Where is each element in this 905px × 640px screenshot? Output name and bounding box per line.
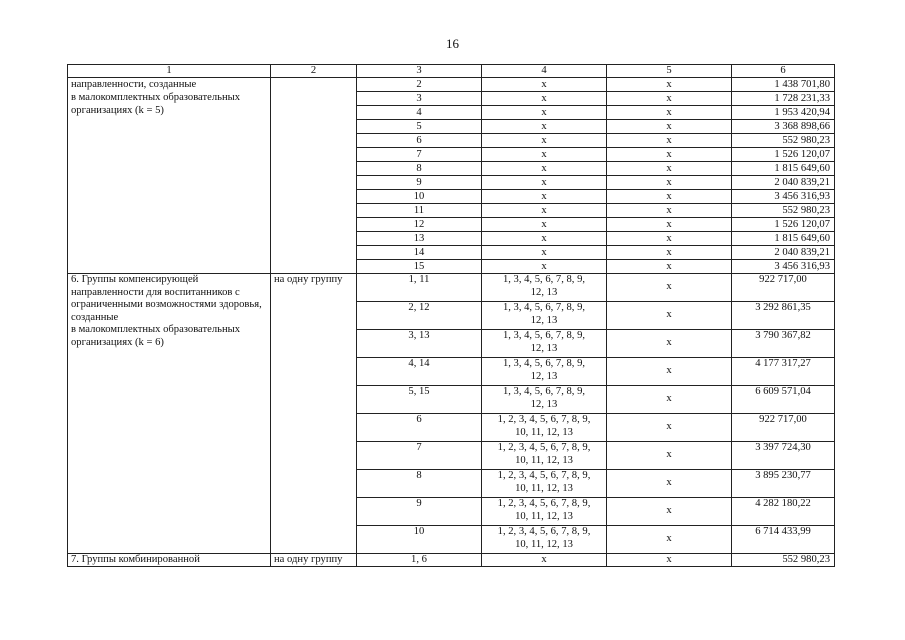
cell-col5: x <box>607 442 732 470</box>
column-header-6: 6 <box>732 65 835 78</box>
cell-col5: x <box>607 120 732 134</box>
cell-col3: 4, 14 <box>357 358 482 386</box>
cell-col4: x <box>482 134 607 148</box>
cell-col4: 1, 2, 3, 4, 5, 6, 7, 8, 9, 10, 11, 12, 13 <box>482 414 607 442</box>
cell-col5: x <box>607 246 732 260</box>
cell-col6: 552 980,23 <box>732 204 835 218</box>
cell-col3: 7 <box>357 442 482 470</box>
cell-col3: 13 <box>357 232 482 246</box>
cell-col6: 3 292 861,35 <box>732 302 835 330</box>
cell-col4: x <box>482 148 607 162</box>
cell-col6: 1 953 420,94 <box>732 106 835 120</box>
cell-col6: 1 815 649,60 <box>732 232 835 246</box>
column-header-3: 3 <box>357 65 482 78</box>
cell-col5: x <box>607 330 732 358</box>
cell-col3: 6 <box>357 414 482 442</box>
cell-col4: 1, 2, 3, 4, 5, 6, 7, 8, 9, 10, 11, 12, 13 <box>482 442 607 470</box>
group-basis <box>271 78 357 274</box>
cell-col4: 1, 3, 4, 5, 6, 7, 8, 9, 12, 13 <box>482 358 607 386</box>
cell-col4: x <box>482 106 607 120</box>
cell-col3: 8 <box>357 162 482 176</box>
cell-col5: x <box>607 162 732 176</box>
cell-col4: 1, 2, 3, 4, 5, 6, 7, 8, 9, 10, 11, 12, 13 <box>482 526 607 554</box>
cell-col4: x <box>482 176 607 190</box>
cell-col5: x <box>607 386 732 414</box>
tariff-table <box>67 64 835 567</box>
cell-col4: x <box>482 204 607 218</box>
cell-col3: 6 <box>357 134 482 148</box>
cell-col3: 7 <box>357 148 482 162</box>
group-name: 6. Группы компенсирующей направленности для воспитанников с ограниченными возможностями здоровья, созданные в малокомплектных образовательных организациях (k = 6) <box>68 274 271 554</box>
cell-col6: 3 456 316,93 <box>732 190 835 204</box>
cell-col6: 6 714 433,99 <box>732 526 835 554</box>
cell-col5: x <box>607 134 732 148</box>
cell-col6: 6 609 571,04 <box>732 386 835 414</box>
group-basis: на одну группу <box>271 554 357 567</box>
cell-col3: 4 <box>357 106 482 120</box>
cell-col6: 552 980,23 <box>732 134 835 148</box>
cell-col6: 1 815 649,60 <box>732 162 835 176</box>
table-row <box>68 554 835 567</box>
column-header-2: 2 <box>271 65 357 78</box>
cell-col6: 3 368 898,66 <box>732 120 835 134</box>
cell-col5: x <box>607 218 732 232</box>
cell-col5: x <box>607 176 732 190</box>
cell-col6: 2 040 839,21 <box>732 246 835 260</box>
cell-col3: 8 <box>357 470 482 498</box>
cell-col6: 922 717,00 <box>732 274 835 302</box>
cell-col4: 1, 2, 3, 4, 5, 6, 7, 8, 9, 10, 11, 12, 13 <box>482 498 607 526</box>
cell-col6: 4 177 317,27 <box>732 358 835 386</box>
cell-col3: 2, 12 <box>357 302 482 330</box>
cell-col5: x <box>607 498 732 526</box>
cell-col4: x <box>482 190 607 204</box>
cell-col3: 1, 11 <box>357 274 482 302</box>
cell-col6: 2 040 839,21 <box>732 176 835 190</box>
cell-col3: 14 <box>357 246 482 260</box>
cell-col3: 3 <box>357 92 482 106</box>
cell-col3: 1, 6 <box>357 554 482 567</box>
cell-col3: 10 <box>357 190 482 204</box>
column-header-1: 1 <box>68 65 271 78</box>
page-number: 16 <box>446 36 459 51</box>
cell-col4: x <box>482 162 607 176</box>
cell-col6: 1 526 120,07 <box>732 218 835 232</box>
cell-col6: 1 526 120,07 <box>732 148 835 162</box>
cell-col5: x <box>607 526 732 554</box>
cell-col5: x <box>607 302 732 330</box>
cell-col5: x <box>607 106 732 120</box>
cell-col4: x <box>482 92 607 106</box>
cell-col5: x <box>607 470 732 498</box>
cell-col6: 3 895 230,77 <box>732 470 835 498</box>
cell-col5: x <box>607 554 732 567</box>
cell-col5: x <box>607 232 732 246</box>
cell-col5: x <box>607 358 732 386</box>
cell-col4: x <box>482 232 607 246</box>
cell-col5: x <box>607 92 732 106</box>
cell-col4: 1, 3, 4, 5, 6, 7, 8, 9, 12, 13 <box>482 330 607 358</box>
cell-col5: x <box>607 414 732 442</box>
column-header-4: 4 <box>482 65 607 78</box>
cell-col4: 1, 3, 4, 5, 6, 7, 8, 9, 12, 13 <box>482 302 607 330</box>
cell-col3: 11 <box>357 204 482 218</box>
cell-col4: x <box>482 246 607 260</box>
group-basis: на одну группу <box>271 274 357 554</box>
table-header-row <box>68 65 835 78</box>
cell-col3: 9 <box>357 176 482 190</box>
cell-col4: x <box>482 120 607 134</box>
cell-col3: 5, 15 <box>357 386 482 414</box>
cell-col6: 1 438 701,80 <box>732 78 835 92</box>
cell-col5: x <box>607 260 732 274</box>
cell-col6: 3 456 316,93 <box>732 260 835 274</box>
cell-col6: 1 728 231,33 <box>732 92 835 106</box>
cell-col6: 552 980,23 <box>732 554 835 567</box>
cell-col4: x <box>482 218 607 232</box>
cell-col6: 922 717,00 <box>732 414 835 442</box>
cell-col5: x <box>607 148 732 162</box>
column-header-5: 5 <box>607 65 732 78</box>
cell-col5: x <box>607 190 732 204</box>
cell-col6: 3 790 367,82 <box>732 330 835 358</box>
cell-col6: 4 282 180,22 <box>732 498 835 526</box>
cell-col5: x <box>607 78 732 92</box>
cell-col4: 1, 3, 4, 5, 6, 7, 8, 9, 12, 13 <box>482 386 607 414</box>
cell-col3: 3, 13 <box>357 330 482 358</box>
cell-col3: 2 <box>357 78 482 92</box>
group-name: направленности, созданные в малокомплектных образовательных организациях (k = 5) <box>68 78 271 274</box>
cell-col4: 1, 2, 3, 4, 5, 6, 7, 8, 9, 10, 11, 12, 13 <box>482 470 607 498</box>
cell-col4: 1, 3, 4, 5, 6, 7, 8, 9, 12, 13 <box>482 274 607 302</box>
table-row <box>68 78 835 92</box>
cell-col3: 15 <box>357 260 482 274</box>
cell-col6: 3 397 724,30 <box>732 442 835 470</box>
cell-col4: x <box>482 260 607 274</box>
group-name: 7. Группы комбинированной <box>68 554 271 567</box>
table-row <box>68 274 835 302</box>
cell-col3: 5 <box>357 120 482 134</box>
cell-col3: 12 <box>357 218 482 232</box>
cell-col3: 10 <box>357 526 482 554</box>
cell-col4: x <box>482 78 607 92</box>
cell-col5: x <box>607 274 732 302</box>
cell-col3: 9 <box>357 498 482 526</box>
cell-col4: x <box>482 554 607 567</box>
cell-col5: x <box>607 204 732 218</box>
